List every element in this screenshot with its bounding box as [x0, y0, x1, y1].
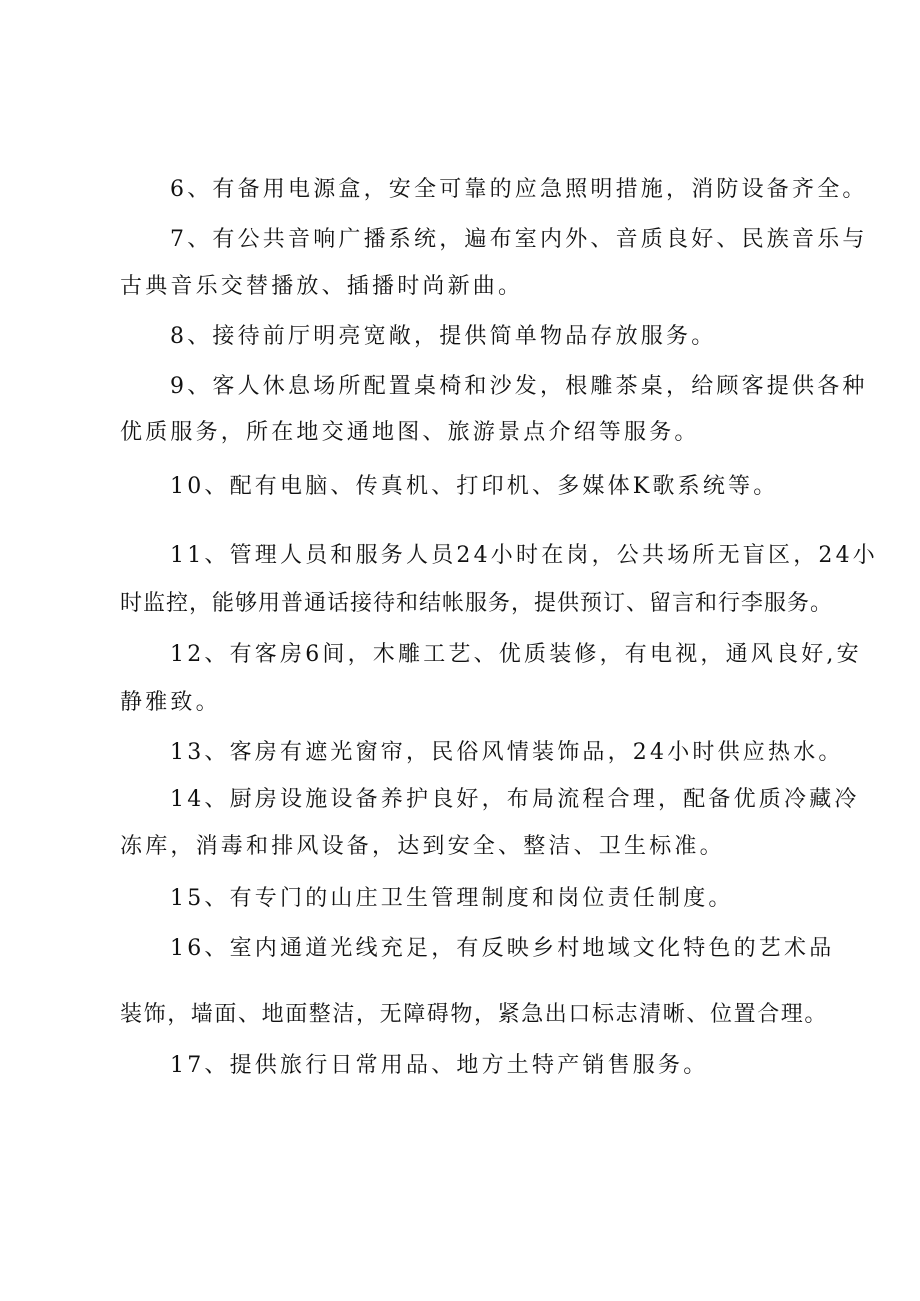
item-14-line-2: 冻库，消毒和排风设备，达到安全、整洁、卫生标准。	[120, 834, 725, 859]
item-10-line-1: 10、配有电脑、传真机、打印机、多媒体K歌系统等。	[170, 474, 779, 499]
item-16-line-2: 装饰，墙面、地面整洁，无障碍物，紧急出口标志清晰、位置合理。	[120, 1002, 829, 1027]
item-7-line-1: 7、有公共音响广播系统，遍布室内外、音质良好、民族音乐与	[170, 227, 868, 252]
item-11-line-1: 11、管理人员和服务人员24小时在岗，公共场所无盲区，24小	[170, 543, 878, 568]
item-14-line-1: 14、厨房设施设备养护良好，布局流程合理，配备优质冷藏冷	[170, 787, 860, 812]
item-15-line-1: 15、有专门的山庄卫生管理制度和岗位责任制度。	[170, 886, 734, 911]
item-6-line-1: 6、有备用电源盒，安全可靠的应急照明措施，消防设备齐全。	[170, 177, 868, 202]
item-13-line-1: 13、客房有遮光窗帘，民俗风情装饰品，24小时供应热水。	[170, 740, 844, 765]
item-16-line-1: 16、室内通道光线充足，有反映乡村地域文化特色的艺术品	[170, 936, 835, 961]
item-12-line-2: 静雅致。	[120, 690, 221, 715]
item-9-line-1: 9、客人休息场所配置桌椅和沙发，根雕茶桌，给顾客提供各种	[170, 374, 868, 399]
item-12-line-1: 12、有客房6间，木雕工艺、优质装修，有电视，通风良好,安	[170, 642, 862, 667]
item-17-line-1: 17、提供旅行日常用品、地方土特产销售服务。	[170, 1053, 709, 1078]
item-11-line-2: 时监控，能够用普通话接待和结帐服务，提供预订、留言和行李服务。	[120, 591, 834, 616]
item-9-line-2: 优质服务，所在地交通地图、旅游景点介绍等服务。	[120, 420, 700, 445]
item-7-line-2: 古典音乐交替播放、插播时尚新曲。	[120, 274, 524, 299]
item-8-line-1: 8、接待前厅明亮宽敞，提供简单物品存放服务。	[170, 324, 717, 349]
